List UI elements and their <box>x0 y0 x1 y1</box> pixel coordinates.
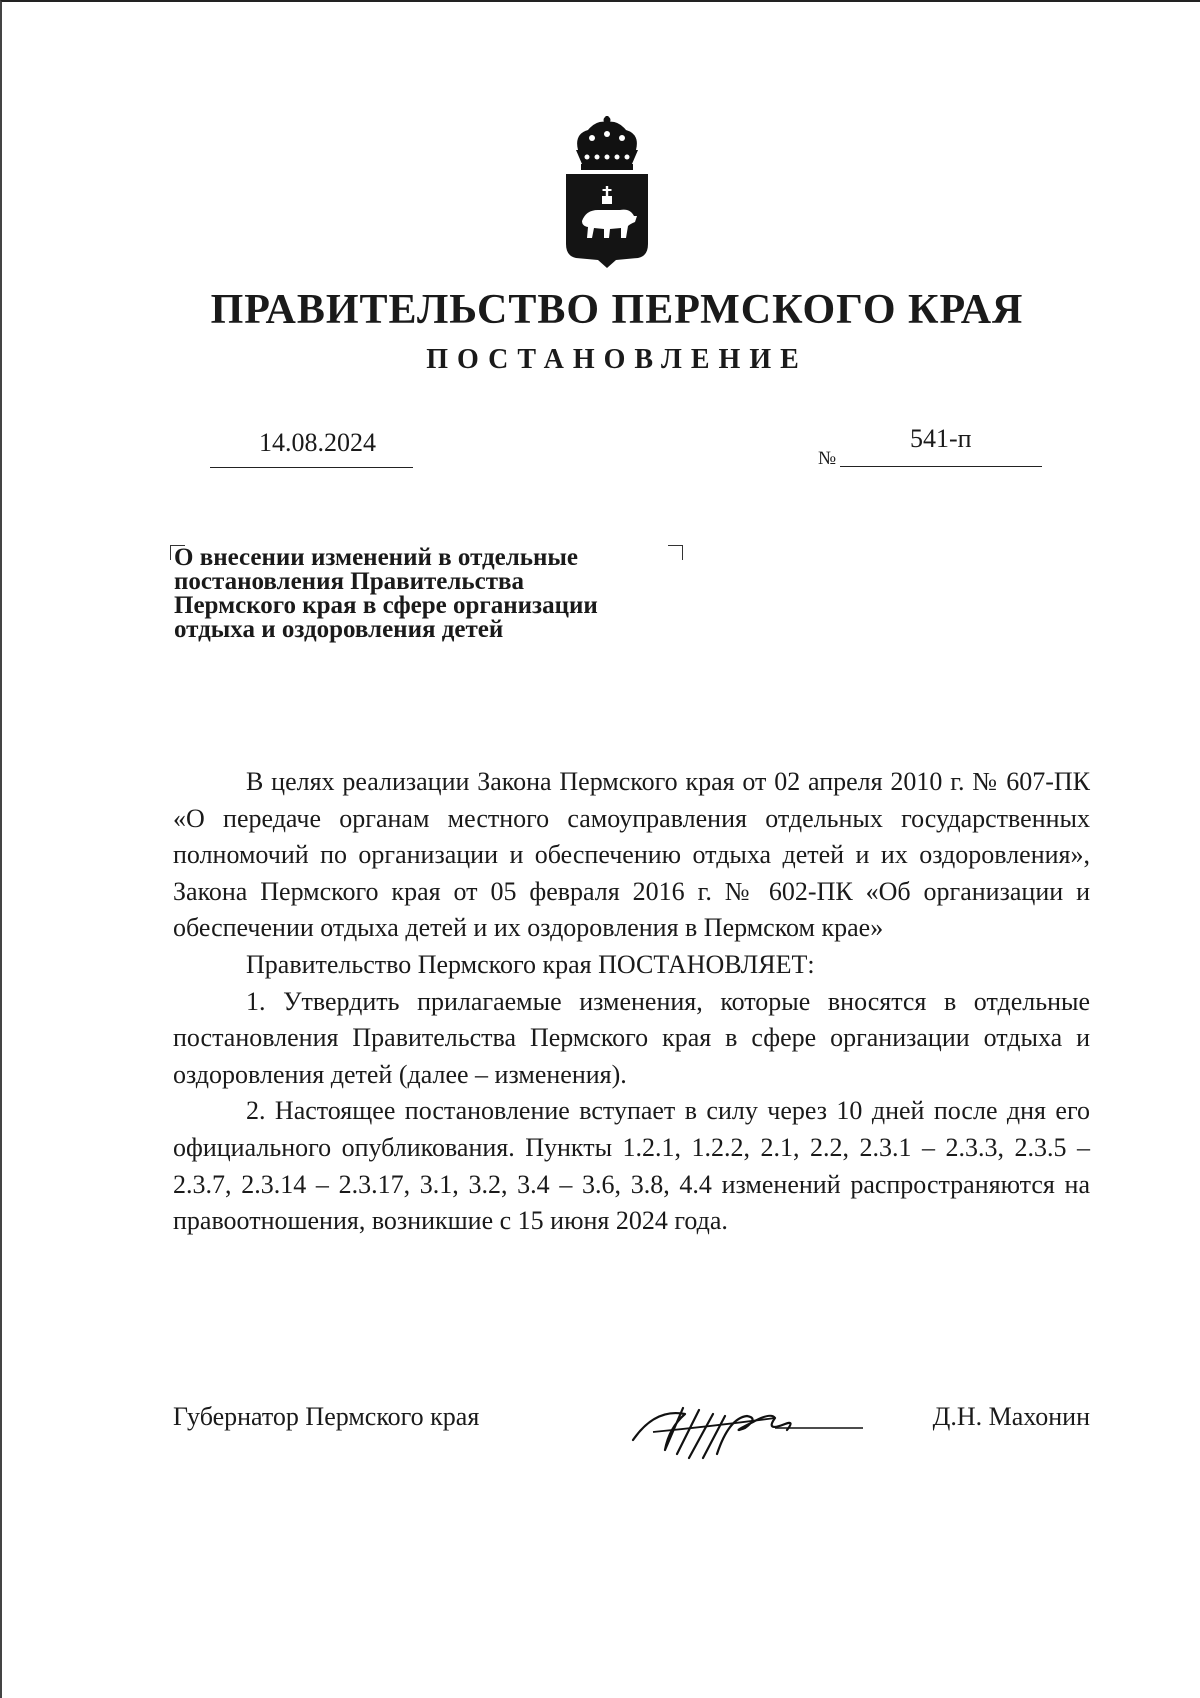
subject-line: постановления Правительства <box>174 568 524 595</box>
number-sign: № <box>818 448 837 469</box>
handwritten-signature <box>625 1388 865 1468</box>
subject-line: Пермского края в сфере организации <box>174 592 598 619</box>
coat-of-arms-icon <box>560 116 654 268</box>
subject-line: О внесении изменений в отдельные <box>174 544 579 571</box>
signatory-name: Д.Н. Махонин <box>932 1402 1090 1431</box>
document-date: 14.08.2024 <box>259 428 376 457</box>
signatory-position: Губернатор Пермского края <box>173 1402 480 1431</box>
subject-line: отдыха и оздоровления детей <box>174 616 504 643</box>
government-title: ПРАВИТЕЛЬСТВО ПЕРМСКОГО КРАЯ <box>210 287 1024 333</box>
document-kind: ПОСТАНОВЛЕНИЕ <box>426 344 808 375</box>
signature-block <box>173 1402 1090 1482</box>
document-body <box>173 764 1090 1240</box>
number-underline <box>840 466 1042 467</box>
date-underline <box>210 467 413 468</box>
document-subject <box>174 546 694 642</box>
preamble-paragraph: В целях реализации Закона Пермского края от 02 апреля 2010 г. № 607-ПК «О передаче органам местного самоуправления отдельных государственных полномочий по организации и обеспечению отдыха детей и их оздоровления», Закона Пермского края от 05 февраля 2016 г. № 602-ПК «Об организации и обеспечении отдыха детей и их оздоровления в Пермском крае» <box>173 767 1090 943</box>
clause-paragraph: 2. Настоящее постановление вступает в силу через 10 дней после дня его официального опубликования. Пункты 1.2.1, 1.2.2, 2.1, 2.2, 2.3.1 – 2.3.3, 2.3.5 – 2.3.7, 2.3.14 – 2.3.17, 3.1, 3.2, 3.4 – 3.6, 3.8, 4.4 изменений распространяются на правоотношения, возникшие с 15 июня 2024 года. <box>173 1096 1090 1236</box>
resolution-paragraph: Правительство Пермского края ПОСТАНОВЛЯЕТ: <box>246 949 815 979</box>
clause-paragraph: 1. Утвердить прилагаемые изменения, которые вносятся в отдельные постановления Правительства Пермского края в сфере организации отдыха и оздоровления детей (далее – изменения). <box>173 986 1090 1089</box>
document-number: 541-п <box>910 424 972 453</box>
